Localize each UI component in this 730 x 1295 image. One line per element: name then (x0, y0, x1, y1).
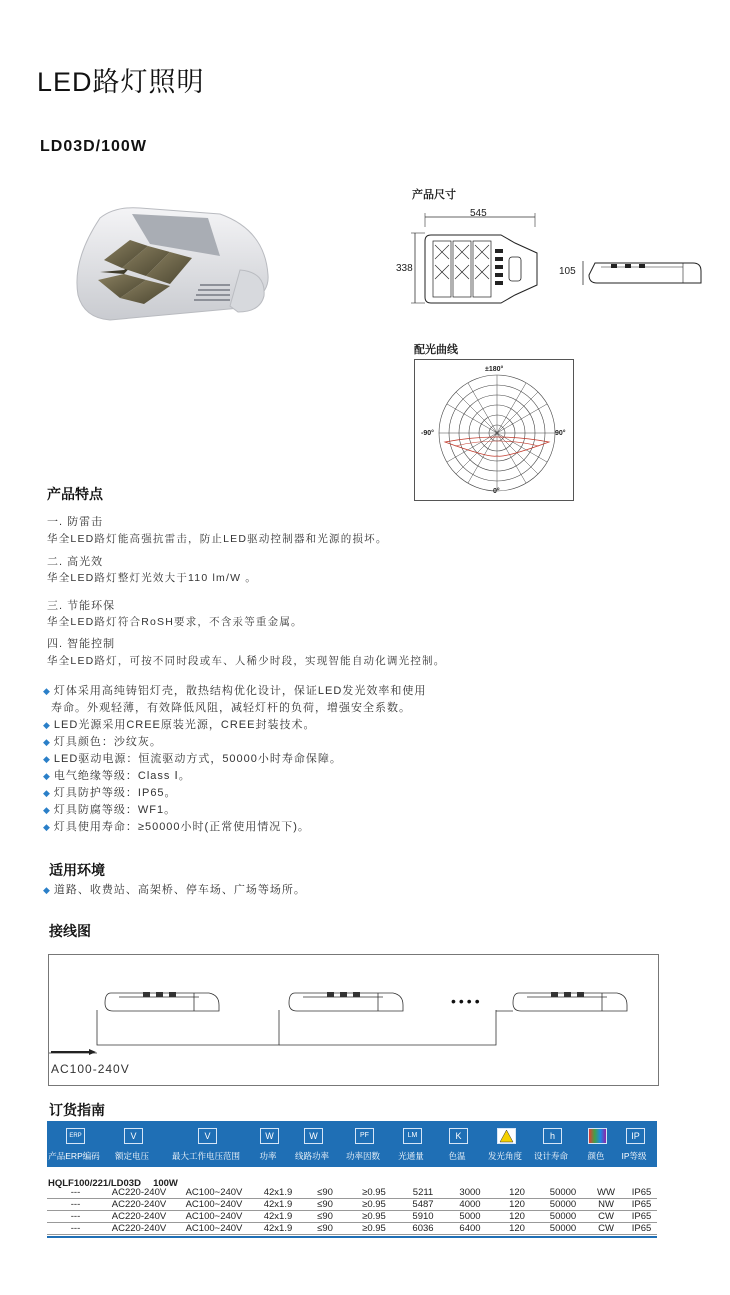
polar-top-label: ±180° (485, 366, 504, 373)
bullet-icon: ◆ (43, 686, 51, 696)
model-number: LD03D/100W (40, 138, 147, 155)
polar-diagram (415, 360, 573, 500)
power-icon: W (260, 1128, 279, 1144)
order-heading: 订货指南 (49, 1102, 105, 1118)
dimension-height: 338 (396, 263, 413, 274)
feature-text-2: 华全LED路灯整灯光效大于110 lm/W 。 (47, 572, 258, 584)
bullet-icon: ◆ (43, 822, 51, 832)
wiring-lines (49, 955, 658, 1085)
spec-bullet: ◆ 灯具颜色：沙纹灰。 (43, 736, 162, 748)
bullet-icon: ◆ (43, 788, 51, 798)
product-photo (70, 200, 280, 325)
spec-bullet-list (43, 683, 683, 836)
col-ip: IP等级 (621, 1151, 647, 1161)
table-row: --- AC220-240V AC100~240V 42x1.9 ≤90 ≥0.95 5211 3000 120 50000 WW IP65 (47, 1187, 657, 1199)
beam-angle-icon (497, 1128, 516, 1144)
hours-icon: h (543, 1128, 562, 1144)
col-lumen: 光通量 (398, 1151, 424, 1161)
wiring-dots: •••• (451, 993, 483, 1009)
table-bottom-rule (47, 1236, 657, 1238)
dimension-width: 545 (470, 208, 487, 219)
col-power-factor: 功率因数 (345, 1151, 381, 1161)
line-power-icon: W (304, 1128, 323, 1144)
kelvin-icon: K (449, 1128, 468, 1144)
top-view-drawing (395, 205, 555, 315)
polar-left-label: -90° (421, 430, 434, 437)
table-row: --- AC220-240V AC100~240V 42x1.9 ≤90 ≥0.95 5910 5000 120 50000 CW IP65 (47, 1211, 657, 1223)
dimensions-label: 产品尺寸 (412, 189, 456, 201)
col-color-temp: 色温 (448, 1151, 466, 1161)
product-line: HQLF100/221/LD03D 100W (48, 1178, 178, 1189)
feature-title-1: 一. 防雷击 (47, 516, 104, 528)
spec-bullet: ◆ LED驱动电源：恒流驱动方式，50000小时寿命保障。 (43, 753, 342, 765)
polar-bottom-label: 0° (493, 488, 500, 495)
environment-text: ◆ 道路、收费站、高架桥、停车场、广场等场所。 (43, 884, 306, 896)
col-lifetime: 设计寿命 (533, 1151, 569, 1161)
bullet-icon: ◆ (43, 805, 51, 815)
pf-icon: PF (355, 1128, 374, 1144)
feature-text-4: 华全LED路灯，可按不同时段或车、人稀少时段，实现智能自动化调光控制。 (47, 655, 446, 667)
voltage-range-icon: V (198, 1128, 217, 1144)
spec-bullet: ◆ 灯具防腐等级：WF1。 (43, 804, 177, 816)
spec-bullet: ◆ 灯具防护等级：IP65。 (43, 787, 177, 799)
side-view-drawing (575, 255, 705, 290)
feature-title-3: 三. 节能环保 (47, 600, 116, 612)
wiring-voltage: AC100-240V (51, 1062, 130, 1076)
wiring-heading: 接线图 (49, 923, 91, 939)
col-rated-voltage: 额定电压 (114, 1151, 150, 1161)
page-title: LED路灯照明 (37, 67, 205, 97)
spec-bullet: ◆ 灯具使用寿命：≥50000小时(正常使用情况下)。 (43, 821, 310, 833)
features-heading: 产品特点 (47, 486, 103, 502)
light-curve-label: 配光曲线 (414, 344, 458, 356)
environment-heading: 适用环境 (49, 862, 105, 878)
col-line-power: 线路功率 (294, 1151, 330, 1161)
dimension-depth: 105 (559, 266, 576, 277)
col-erp: 产品ERP编码 (48, 1151, 100, 1161)
table-row: --- AC220-240V AC100~240V 42x1.9 ≤90 ≥0.95 6036 6400 120 50000 CW IP65 (47, 1223, 657, 1235)
spec-bullet: 寿命。外观轻薄，有效降低风阻，减轻灯杆的负荷，增强安全系数。 (51, 702, 411, 714)
col-beam-angle: 发光角度 (487, 1151, 523, 1161)
voltage-icon: V (124, 1128, 143, 1144)
erp-icon: ERP (66, 1128, 85, 1144)
col-color: 颜色 (587, 1151, 605, 1161)
lumen-icon: LM (403, 1128, 422, 1144)
bullet-icon: ◆ (43, 771, 51, 781)
spec-bullet: ◆ 灯体采用高纯铸铝灯壳，散热结构优化设计，保证LED发光效率和使用 (43, 685, 427, 697)
feature-title-2: 二. 高光效 (47, 556, 104, 568)
order-table-wrap (47, 1187, 657, 1238)
order-header-cells (47, 1121, 657, 1167)
col-voltage-range: 最大工作电压范围 (171, 1151, 241, 1161)
spec-bullet: ◆ LED光源采用CREE原装光源，CREE封装技术。 (43, 719, 316, 731)
wiring-diagram (48, 954, 659, 1086)
bullet-icon: ◆ (43, 754, 51, 764)
feature-text-1: 华全LED路灯能高强抗雷击，防止LED驱动控制器和光源的损坏。 (47, 533, 388, 545)
bullet-icon: ◆ (43, 737, 51, 747)
order-header-bar (47, 1121, 657, 1167)
order-table (47, 1187, 657, 1235)
bullet-icon: ◆ (43, 720, 51, 730)
col-power: 功率 (259, 1151, 277, 1161)
polar-right-label: 90° (555, 430, 566, 437)
polar-diagram-frame (414, 359, 574, 501)
spec-bullet: ◆ 电气绝缘等级：Class Ⅰ。 (43, 770, 191, 782)
bullet-icon: ◆ (43, 885, 51, 895)
ip-icon: IP (626, 1128, 645, 1144)
feature-text-3: 华全LED路灯符合RoSH要求，不含汞等重金属。 (47, 616, 303, 628)
feature-title-4: 四. 智能控制 (47, 638, 116, 650)
table-row: --- AC220-240V AC100~240V 42x1.9 ≤90 ≥0.95 5487 4000 120 50000 NW IP65 (47, 1199, 657, 1211)
color-icon (588, 1128, 607, 1144)
